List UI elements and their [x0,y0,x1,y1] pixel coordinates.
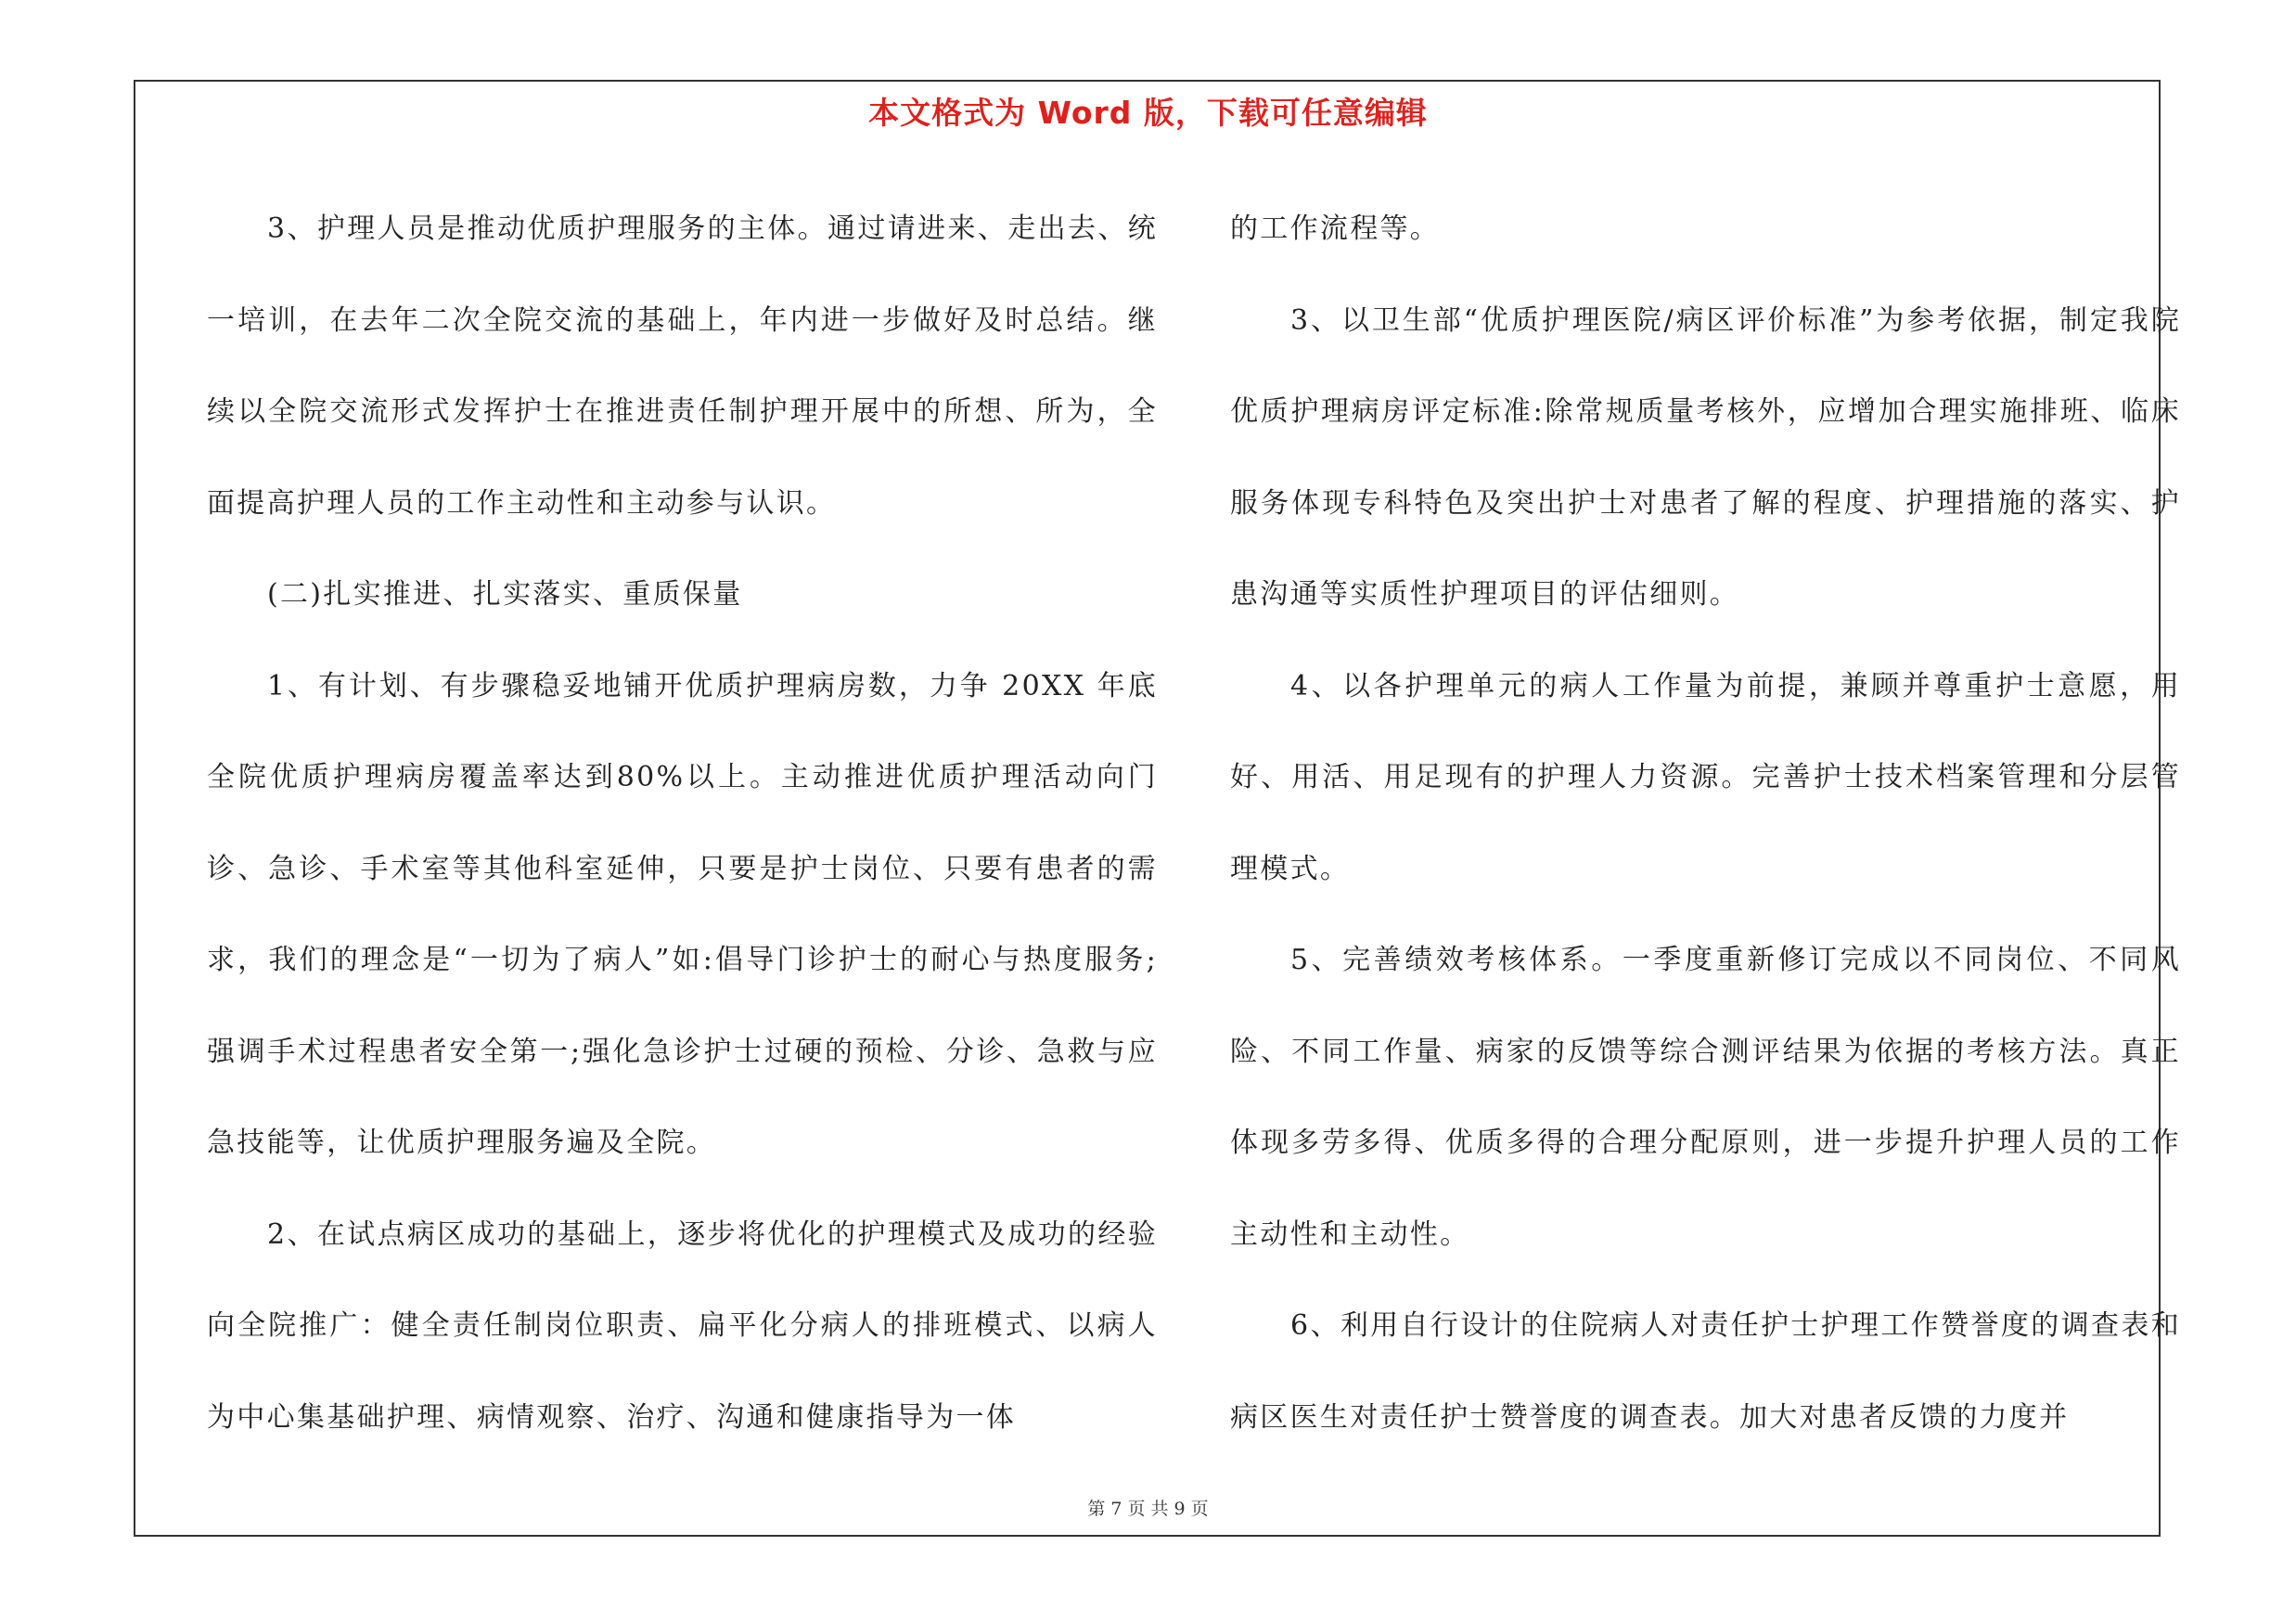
right-column [1230,184,2181,1463]
paragraph: 1、有计划、有步骤稳妥地铺开优质护理病房数，力争 20XX 年底全院优质护理病房覆盖率达到80%以上。主动推进优质护理活动向门诊、急诊、手术室等其他科室延伸，只要是护士岗位、只要有患者的需求，我们的理念是“一切为了病人”如:倡导门诊护士的耐心与热度服务;强调手术过程患者安全第一;强化急诊护士过硬的预检、分诊、急救与应急技能等，让优质护理服务遍及全院。 [207,669,1158,1159]
left-column [207,184,1158,1463]
page-number: 第 7 页 共 9 页 [1087,1499,1209,1519]
paragraph: 6、利用自行设计的住院病人对责任护士护理工作赞誉度的调查表和病区医生对责任护士赞誉度的调查表。加大对患者反馈的力度并 [1230,1309,2181,1434]
paragraph: 3、以卫生部“优质护理医院/病区评价标准”为参考依据，制定我院优质护理病房评定标准:除常规质量考核外，应增加合理实施排班、临床服务体现专科特色及突出护士对患者了解的程度、护理措施的落实、护患沟通等实质性护理项目的评估细则。 [1230,303,2181,611]
paragraph-continuation: 的工作流程等。 [1230,213,1441,245]
paragraph: 5、完善绩效考核体系。一季度重新修订完成以不同岗位、不同风险、不同工作量、病家的反馈等综合测评结果为依据的考核方法。真正体现多劳多得、优质多得的合理分配原则，进一步提升护理人员的工作主动性和主动性。 [1230,944,2181,1251]
paragraph: 4、以各护理单元的病人工作量为前提，兼顾并尊重护士意愿，用好、用活、用足现有的护理人力资源。完善护士技术档案管理和分层管理模式。 [1230,669,2181,885]
paragraph: 2、在试点病区成功的基础上，逐步将优化的护理模式及成功的经验向全院推广：健全责任制岗位职责、扁平化分病人的排班模式、以病人为中心集基础护理、病情观察、治疗、沟通和健康指导为一体 [207,1217,1158,1434]
section-heading: (二)扎实推进、扎实落实、重质保量 [267,578,743,611]
editable-format-banner: 本文格式为 Word 版，下载可任意编辑 [868,95,1428,131]
paragraph: 3、护理人员是推动优质护理服务的主体。通过请进来、走出去、统一培训，在去年二次全院交流的基础上，年内进一步做好及时总结。继续以全院交流形式发挥护士在推进责任制护理开展中的所想、所为，全面提高护理人员的工作主动性和主动参与认识。 [207,213,1158,520]
